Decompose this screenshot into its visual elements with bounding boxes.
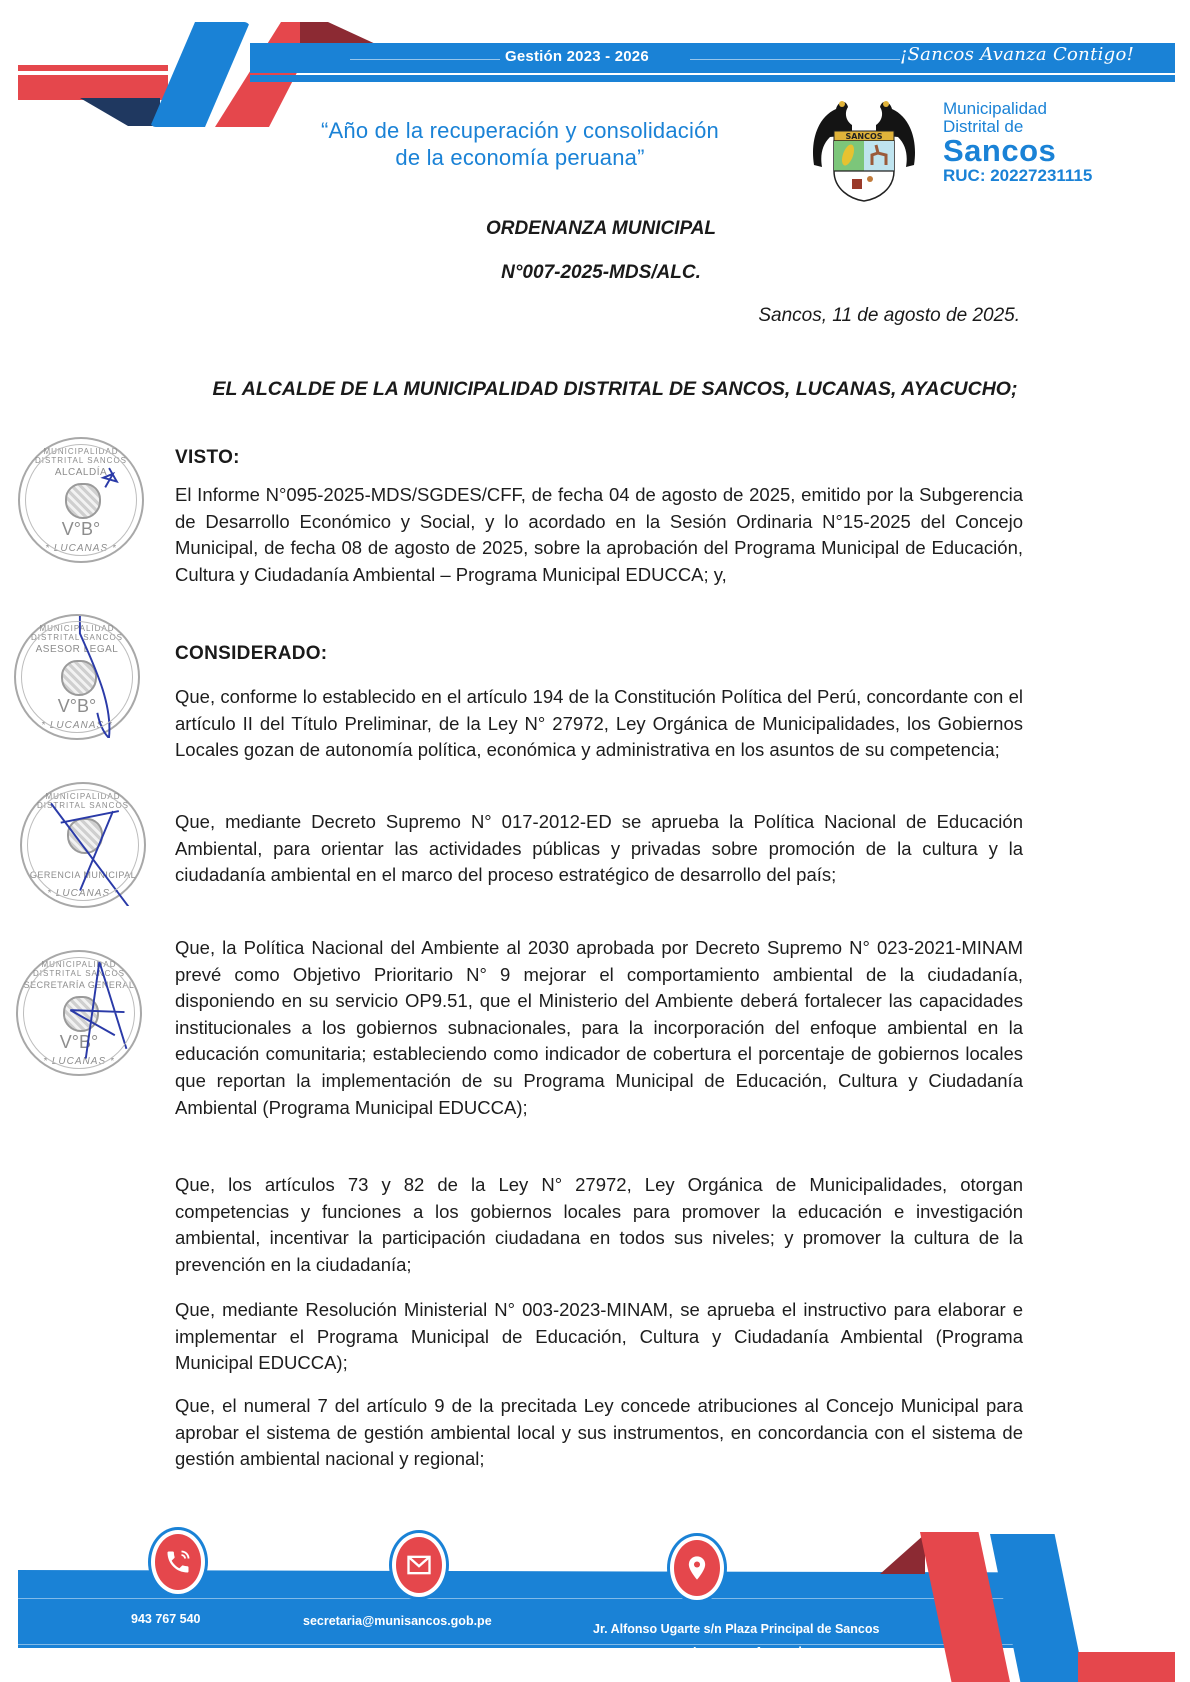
signature-icon <box>18 952 140 1074</box>
stamp-ring-bottom: * LUCANAS * <box>45 543 117 554</box>
stamp-mark: V°B° <box>57 696 97 716</box>
footer-phone[interactable]: 943 767 540 <box>131 1612 201 1626</box>
stamp-ring-text: MUNICIPALIDAD DISTRITAL SANCOS <box>36 792 129 810</box>
svg-text:SANCOS: SANCOS <box>845 132 883 141</box>
considerando-paragraph-3: Que, la Política Nacional del Ambiente al 2030 aprobada por Decreto Supremo N° 023-2021-MINAM prevé como Objetivo Prioritario N° 9 mejorar el comportamiento ambiental de la ciudadanía, disponiendo en su servicio OP9.51, que el Ministerio del Ambiente deberá fortalecer las capacidades institucionales a los gobiernos subnacionales, para la incorporación del enfoque ambiental en la educación comunitaria; estableciendo como indicador de cobertura el porcentaje de gobiernos locales que reportan la implementación de su Programa Municipal de Educación, Cultura y Ciudadanía Ambiental (Programa Municipal EDUCCA); <box>175 937 1023 1118</box>
banner-rule <box>690 59 900 60</box>
slogan: ¡Sancos Avanza Contigo! <box>900 44 1135 65</box>
visto-text: El Informe N°095-2025-MDS/SGDES/CFF, de fecha 04 de agosto de 2025, emitido por la Subgerencia de Desarrollo Económico y Social, y lo acordado en la Sesión Ordinaria N°15-2025 del Concejo Municipal, de fecha 08 de agosto de 2025, sobre la aprobación del Programa Municipal de Educación, Cultura y Ciudadanía Ambiental – Programa Municipal EDUCCA; y, <box>175 484 1023 585</box>
signature-icon <box>22 784 144 906</box>
considerando-paragraph-4: Que, los artículos 73 y 82 de la Ley N° 27972, Ley Orgánica de Municipalidades, otorgan competencias y funciones a los gobiernos locales para promover la educación e investigación ambiental, incentivar la participación ciudadana en todos sus niveles; y promover la cultura de la prevención en la ciudadanía; <box>175 1174 1023 1275</box>
document-issuer: EL ALCALDE DE LA MUNICIPALIDAD DISTRITAL DE SANCOS, LUCANAS, AYACUCHO; <box>212 378 1018 400</box>
stamp-ring-bottom: * LUCANAS * <box>41 720 113 731</box>
location-pin-icon <box>670 1536 724 1600</box>
stamp-ring-text: MUNICIPALIDAD DISTRITAL SANCOS <box>32 960 125 978</box>
coat-of-arms-icon <box>808 95 920 203</box>
stamp-gerencia-municipal <box>20 782 146 908</box>
banner-rule <box>350 59 500 60</box>
footer-rule <box>18 1598 1018 1599</box>
phone-icon <box>151 1530 205 1594</box>
stamp-office: ASESOR LEGAL <box>35 644 119 655</box>
stamp-asesor-legal <box>14 614 140 740</box>
stamp-office: GERENCIA MUNICIPAL <box>29 870 137 880</box>
banner-shadow-navy <box>80 98 160 126</box>
footer-block-red <box>1078 1652 1175 1682</box>
stamp-mark: V°B° <box>59 1032 99 1052</box>
considerando-paragraph-1: Que, conforme lo establecido en el artículo 194 de la Constitución Política del Perú, concordante con el artículo II del Título Preliminar, de la Ley N° 27972, Ley Orgánica de Municipalidades, los Gobiernos Locales gozan de autonomía política, económica y administrativa en los asuntos de su competencia; <box>175 686 1023 761</box>
stamp-crest-icon <box>61 660 97 696</box>
stamp-alcaldia <box>18 437 144 563</box>
stamp-office: SECRETARÍA GENERAL <box>23 980 135 990</box>
document-date: Sancos, 11 de agosto de 2025. <box>758 305 1020 326</box>
banner-stripe-blue-thin <box>250 75 1175 82</box>
email-icon <box>392 1533 446 1597</box>
municipality-logotype <box>943 100 1092 186</box>
banner-stripe-red <box>18 75 168 100</box>
considerando-paragraph-5: Que, mediante Resolución Ministerial N° 003-2023-MINAM, se aprueba el instructivo para elaborar e implementar el Programa Municipal de Educación, Cultura y Ciudadanía Ambiental (Programa Municipal EDUCCA); <box>175 1299 1023 1374</box>
stamp-secretaria-general <box>16 950 142 1076</box>
considerado-heading: CONSIDERADO: <box>175 643 328 664</box>
stamp-ring-text: MUNICIPALIDAD DISTRITAL SANCOS <box>34 447 127 465</box>
municipality-line1: Municipalidad <box>943 99 1047 118</box>
footer-address-line1: Jr. Alfonso Ugarte s/n Plaza Principal de Sancos <box>593 1622 880 1636</box>
footer-address-line2: Lucanas - Ayacucho <box>693 1645 814 1659</box>
visto-section <box>175 447 1023 588</box>
year-motto-line1: “Año de la recuperación y consolidación <box>321 118 719 143</box>
document-type: ORDENANZA MUNICIPAL <box>485 218 717 239</box>
considerando-paragraph-6: Que, el numeral 7 del artículo 9 de la precitada Ley concede atribuciones al Concejo Municipal para aprobar el sistema de gestión ambiental local y sus instrumentos, en concordancia con el sistema de gestión ambiental nacional y regional; <box>175 1395 1023 1470</box>
considerado-section <box>175 643 1023 665</box>
municipality-ruc: RUC: 20227231115 <box>943 166 1093 185</box>
footer-fold-maroon <box>880 1534 925 1574</box>
municipality-line2: Distrital de <box>943 117 1024 136</box>
year-motto-line2: de la economía peruana” <box>395 145 645 170</box>
stamp-crest-icon <box>65 483 101 519</box>
year-motto <box>250 117 790 171</box>
stamp-crest-icon <box>67 818 103 854</box>
footer-rule <box>18 1644 1018 1645</box>
stamp-crest-icon <box>63 996 99 1032</box>
stamp-ring-bottom: * LUCANAS * <box>47 888 119 899</box>
stamp-office: ALCALDÍA <box>54 467 108 478</box>
document-number: N°007-2025-MDS/ALC. <box>501 262 701 283</box>
visto-heading: VISTO: <box>175 447 240 468</box>
banner-stripe-red <box>18 65 168 71</box>
signature-icon <box>20 439 142 561</box>
stamp-ring-text: MUNICIPALIDAD DISTRITAL SANCOS <box>30 624 123 642</box>
stamp-mark: V°B° <box>61 519 101 539</box>
footer-email[interactable]: secretaria@munisancos.gob.pe <box>303 1614 492 1628</box>
signature-icon <box>16 616 138 738</box>
municipality-name: Sancos <box>943 133 1057 168</box>
stamp-ring-bottom: * LUCANAS * <box>43 1056 115 1067</box>
considerando-paragraph-2: Que, mediante Decreto Supremo N° 017-2012-ED se aprueba la Política Nacional de Educación Ambiental, para orientar las actividades públicas y privadas sobre promoción de la cultura y la ciudadanía ambiental en el marco del proceso estratégico de desarrollo del país; <box>175 811 1023 886</box>
management-period: Gestión 2023 - 2026 <box>505 48 649 65</box>
